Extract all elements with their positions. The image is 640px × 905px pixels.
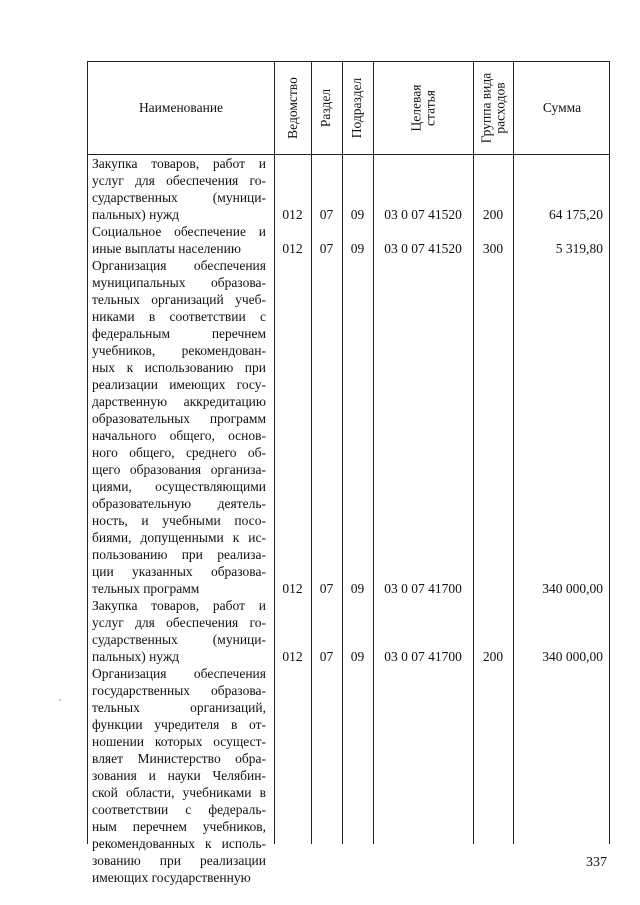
page-number: 337	[586, 855, 607, 870]
cell-tsel: 03 0 07 41700	[384, 581, 462, 596]
cell-grp: 200	[482, 649, 504, 664]
header-podrazdel	[342, 62, 373, 154]
row-name-line: биями, допущенными к ис-	[92, 530, 266, 545]
row-name	[92, 257, 266, 597]
cell-sum: 64 175,20	[549, 207, 603, 222]
header-razdel-label: Раздел	[318, 88, 334, 128]
header-summa	[513, 62, 611, 154]
row-name-line: имеющих государственную	[92, 870, 251, 885]
row-name-line: Закупка товаров, работ и	[92, 156, 266, 171]
cell-razd: 07	[319, 581, 334, 596]
cell-podr: 09	[350, 581, 365, 596]
cell-podr: 09	[350, 241, 365, 256]
cell-grp: 200	[482, 207, 504, 222]
row-name	[92, 223, 266, 257]
cell-razd: 07	[319, 649, 334, 664]
header-tselevaya-line: Целевая	[408, 84, 423, 132]
header-summa-label: Сумма	[542, 100, 582, 115]
cell-sum: 340 000,00	[542, 581, 603, 596]
row-name-line: щего образования организа-	[92, 462, 266, 477]
cell-ved: 012	[282, 581, 303, 596]
header-razdel	[311, 62, 342, 154]
cell-tsel: 03 0 07 41700	[384, 649, 462, 664]
row-name-line: ской области, учебниками в	[92, 785, 266, 800]
cell-tsel: 03 0 07 41520	[384, 207, 462, 222]
row-name-line: ного общего, среднего об-	[92, 445, 266, 460]
header-podrazdel-label: Подраздел	[349, 77, 365, 139]
header-gruppa-line: Группа вида	[478, 72, 493, 144]
header-tselevaya	[373, 62, 473, 154]
cell-grp: 300	[482, 241, 504, 256]
cell-ved: 012	[282, 241, 303, 256]
row-name-line: федеральным перечнем	[92, 326, 266, 341]
header-gruppa	[473, 62, 513, 154]
row-name-line: пользованию при реализа-	[92, 547, 266, 562]
margin-mark: `	[58, 698, 62, 710]
row-name	[92, 665, 266, 886]
table-row	[88, 223, 609, 257]
row-name	[92, 597, 266, 665]
cell-sum: 340 000,00	[542, 649, 603, 664]
header-gruppa-label	[479, 73, 507, 144]
header-tselevaya-label	[409, 85, 437, 132]
cell-ved: 012	[282, 649, 303, 664]
row-name-line: ным перечнем учебников,	[92, 819, 266, 834]
cell-podr: 09	[350, 649, 365, 664]
row-name-line: рекомендованных к исполь-	[92, 836, 266, 851]
header-name-label: Наименование	[138, 100, 224, 115]
row-name-line: пальных) нужд	[92, 207, 180, 222]
row-name-line: ных к использованию при	[92, 360, 266, 375]
row-name-line: Организация обеспечения	[92, 666, 266, 681]
row-name-line: сударственных (муници-	[92, 632, 266, 647]
table-header	[88, 62, 609, 155]
row-name-line: зования и науки Челябин-	[92, 768, 266, 783]
cell-podr: 09	[350, 207, 365, 222]
row-name-line: тельных организаций учеб-	[92, 292, 266, 307]
row-name-line: функции учредителя в от-	[92, 717, 266, 732]
row-name-line: ношении которых осущест-	[92, 734, 266, 749]
row-name-line: образовательную деятель-	[92, 496, 266, 511]
row-name-line: услуг для обеспечения го-	[92, 615, 266, 630]
row-name	[92, 155, 266, 223]
table-row	[88, 257, 609, 597]
row-name-line: ность, и учебными посо-	[92, 513, 266, 528]
cell-razd: 07	[319, 241, 334, 256]
row-name-line: иные выплаты населению	[92, 241, 241, 256]
row-name-line: сударственных (муници-	[92, 190, 266, 205]
header-vedomstvo-label: Ведомство	[284, 77, 300, 139]
cell-razd: 07	[319, 207, 334, 222]
row-name-line: вляет Министерство обра-	[92, 751, 266, 766]
row-name-line: соответствии с федераль-	[92, 802, 266, 817]
table-row	[88, 155, 609, 223]
header-tselevaya-line: статья	[422, 90, 437, 126]
row-name-line: дарственную аккредитацию	[92, 394, 266, 409]
row-name-line: реализации имеющих госу-	[92, 377, 266, 392]
row-name-line: циями, осуществляющими	[92, 479, 266, 494]
row-name-line: учебников, рекомендован-	[92, 343, 266, 358]
row-name-line: государственных образова-	[92, 683, 266, 698]
row-name-line: тельных программ	[92, 581, 200, 596]
row-name-line: никами в соответствии с	[92, 309, 266, 324]
row-name-line: образовательных программ	[92, 411, 266, 426]
row-name-line: услуг для обеспечения го-	[92, 173, 266, 188]
row-name-line: зованию при реализации	[92, 853, 266, 868]
table-row	[88, 597, 609, 665]
row-name-line: Закупка товаров, работ и	[92, 598, 266, 613]
row-name-line: Организация обеспечения	[92, 258, 266, 273]
row-name-line: начального общего, основ-	[92, 428, 266, 443]
row-name-line: ции указанных образова-	[92, 564, 266, 579]
cell-ved: 012	[282, 207, 303, 222]
cell-sum: 5 319,80	[555, 241, 603, 256]
row-name-line: муниципальных образова-	[92, 275, 266, 290]
header-vedomstvo	[274, 62, 311, 154]
cell-tsel: 03 0 07 41520	[384, 241, 462, 256]
row-name-line: пальных) нужд	[92, 649, 180, 664]
row-name-line: тельных организаций,	[92, 700, 266, 715]
table-row	[88, 665, 609, 886]
header-gruppa-line: расходов	[492, 82, 507, 134]
header-name	[88, 62, 274, 154]
row-name-line: Социальное обеспечение и	[92, 224, 266, 239]
